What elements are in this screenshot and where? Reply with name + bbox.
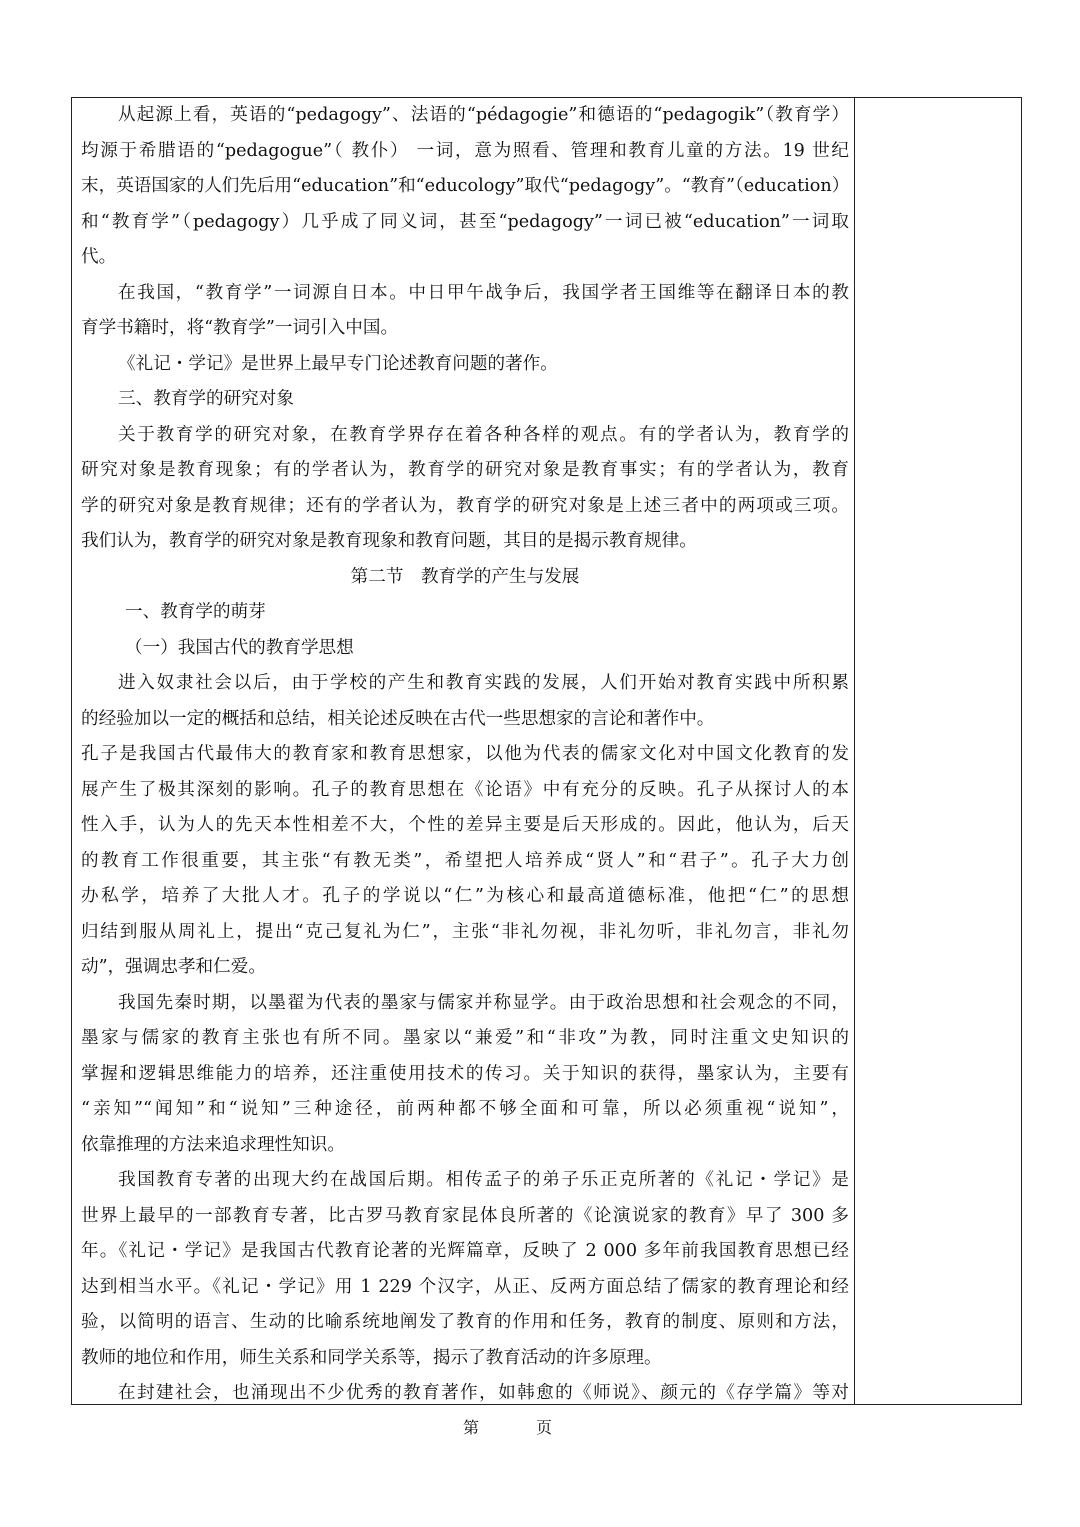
text-line: 依靠推理的方法来追求理性知识。 <box>81 1134 345 1155</box>
text-line: 办私学，培养了大批人才。孔子的学说以“仁”为核心和最高道德标准，他把“仁”的思想 <box>81 886 849 906</box>
section-heading: 三、教育学的研究对象 <box>118 389 294 409</box>
text-line: 性入手，认为人的先天本性相差不大，个性的差异主要是后天形成的。因此，他认为，后天 <box>81 815 849 835</box>
column-divider <box>854 97 855 1405</box>
text-line: 研究对象是教育现象；有的学者认为，教育学的研究对象是教育事实；有的学者认为，教育 <box>81 460 849 480</box>
text-line: 掌握和逻辑思维能力的培养，还注重使用技术的传习。关于知识的获得，墨家认为，主要有 <box>81 1063 849 1084</box>
text-line: 的教育工作很重要，其主张“有教无类”，希望把人培养成“贤人”和“君子”。孔子大力创 <box>81 850 849 871</box>
text-line: 我国教育专著的出现大约在战国后期。相传孟子的弟子乐正克所著的《礼记・学记》是 <box>118 1170 849 1190</box>
body-text <box>81 98 849 1412</box>
text-line: 孔子是我国古代最伟大的教育家和教育思想家，以他为代表的儒家文化对中国文化教育的发 <box>81 744 849 764</box>
text-line: 和“教育学”（pedagogy）几乎成了同义词，甚至“pedagogy”一词已被“education”一词取 <box>81 211 849 232</box>
text-line: 展产生了极其深刻的影响。孔子的教育思想在《论语》中有充分的反映。孔子从探讨人的本 <box>81 779 849 800</box>
text-line: 我国先秦时期，以墨翟为代表的墨家与儒家并称显学。由于政治思想和社会观念的不同， <box>118 992 849 1013</box>
text-line: 均源于希腊语的“pedagogue”（ 教仆） 一词，意为照看、管理和教育儿童的方法。19 世纪 <box>81 140 849 161</box>
text-line: 我们认为，教育学的研究对象是教育现象和教育问题，其目的是揭示教育规律。 <box>81 531 697 551</box>
text-line: 验，以简明的语言、生动的比喻系统地阐发了教育的作用和任务，教育的制度、原则和方法， <box>81 1312 849 1332</box>
page-suffix: 页 <box>536 1418 553 1437</box>
text-line: “亲知”“闻知”和“说知”三种途径，前两种都不够全面和可靠，所以必须重视“说知”， <box>81 1099 849 1119</box>
text-line: 末，英语国家的人们先后用“education”和“educology”取代“pedagogy”。“教育”（education） <box>81 176 849 196</box>
page-label: 第 <box>463 1418 480 1437</box>
section-heading: 一、教育学的萌芽 <box>125 602 266 622</box>
subsection-heading: （一）我国古代的教育学思想 <box>125 637 354 658</box>
text-line: 育学书籍时，将“教育学”一词引入中国。 <box>81 318 399 338</box>
text-line: 在我国，“教育学”一词源自日本。中日甲午战争后，我国学者王国维等在翻译日本的教 <box>118 282 849 303</box>
text-line: 的经验加以一定的概括和总结，相关论述反映在古代一些思想家的言论和著作中。 <box>81 708 715 729</box>
text-line: 代。 <box>81 247 117 267</box>
text-line: 年。《礼记・学记》是我国古代教育论著的光辉篇章，反映了 2 000 多年前我国教育思想已经 <box>81 1241 849 1261</box>
text-line: 墨家与儒家的教育主张也有所不同。墨家以“兼爱”和“非攻”为教，同时注重文史知识的 <box>81 1028 849 1048</box>
text-line: 归结到服从周礼上，提出“克己复礼为仁”，主张“非礼勿视，非礼勿听，非礼勿言，非礼勿 <box>81 921 849 942</box>
chapter-heading: 第二节 教育学的产生与发展 <box>350 566 580 587</box>
text-line: 达到相当水平。《礼记・学记》用 1 229 个汉字，从正、反两方面总结了儒家的教育理论和经 <box>81 1276 849 1297</box>
text-line: 关于教育学的研究对象，在教育学界存在着各种各样的观点。有的学者认为，教育学的 <box>118 424 849 445</box>
text-line: 《礼记・学记》是世界上最早专门论述教育问题的著作。 <box>118 353 558 374</box>
page-footer <box>0 1416 1080 1440</box>
text-line: 世界上最早的一部教育专著，比古罗马教育家昆体良所著的《论演说家的教育》早了 300 多 <box>81 1205 849 1226</box>
text-line: 教师的地位和作用，师生关系和同学关系等，揭示了教育活动的许多原理。 <box>81 1347 662 1368</box>
text-line: 从起源上看，英语的“pedagogy”、法语的“pédagogie”和德语的“pedagogik”（教育学） <box>118 105 849 125</box>
text-line: 进入奴隶社会以后，由于学校的产生和教育实践的发展，人们开始对教育实践中所积累 <box>118 673 849 693</box>
text-line: 动”，强调忠孝和仁爱。 <box>81 957 266 977</box>
text-line: 在封建社会，也涌现出不少优秀的教育著作，如韩愈的《师说》、颜元的《存学篇》等对 <box>118 1383 849 1403</box>
text-line: 学的研究对象是教育规律；还有的学者认为，教育学的研究对象是上述三者中的两项或三项。 <box>81 495 849 516</box>
